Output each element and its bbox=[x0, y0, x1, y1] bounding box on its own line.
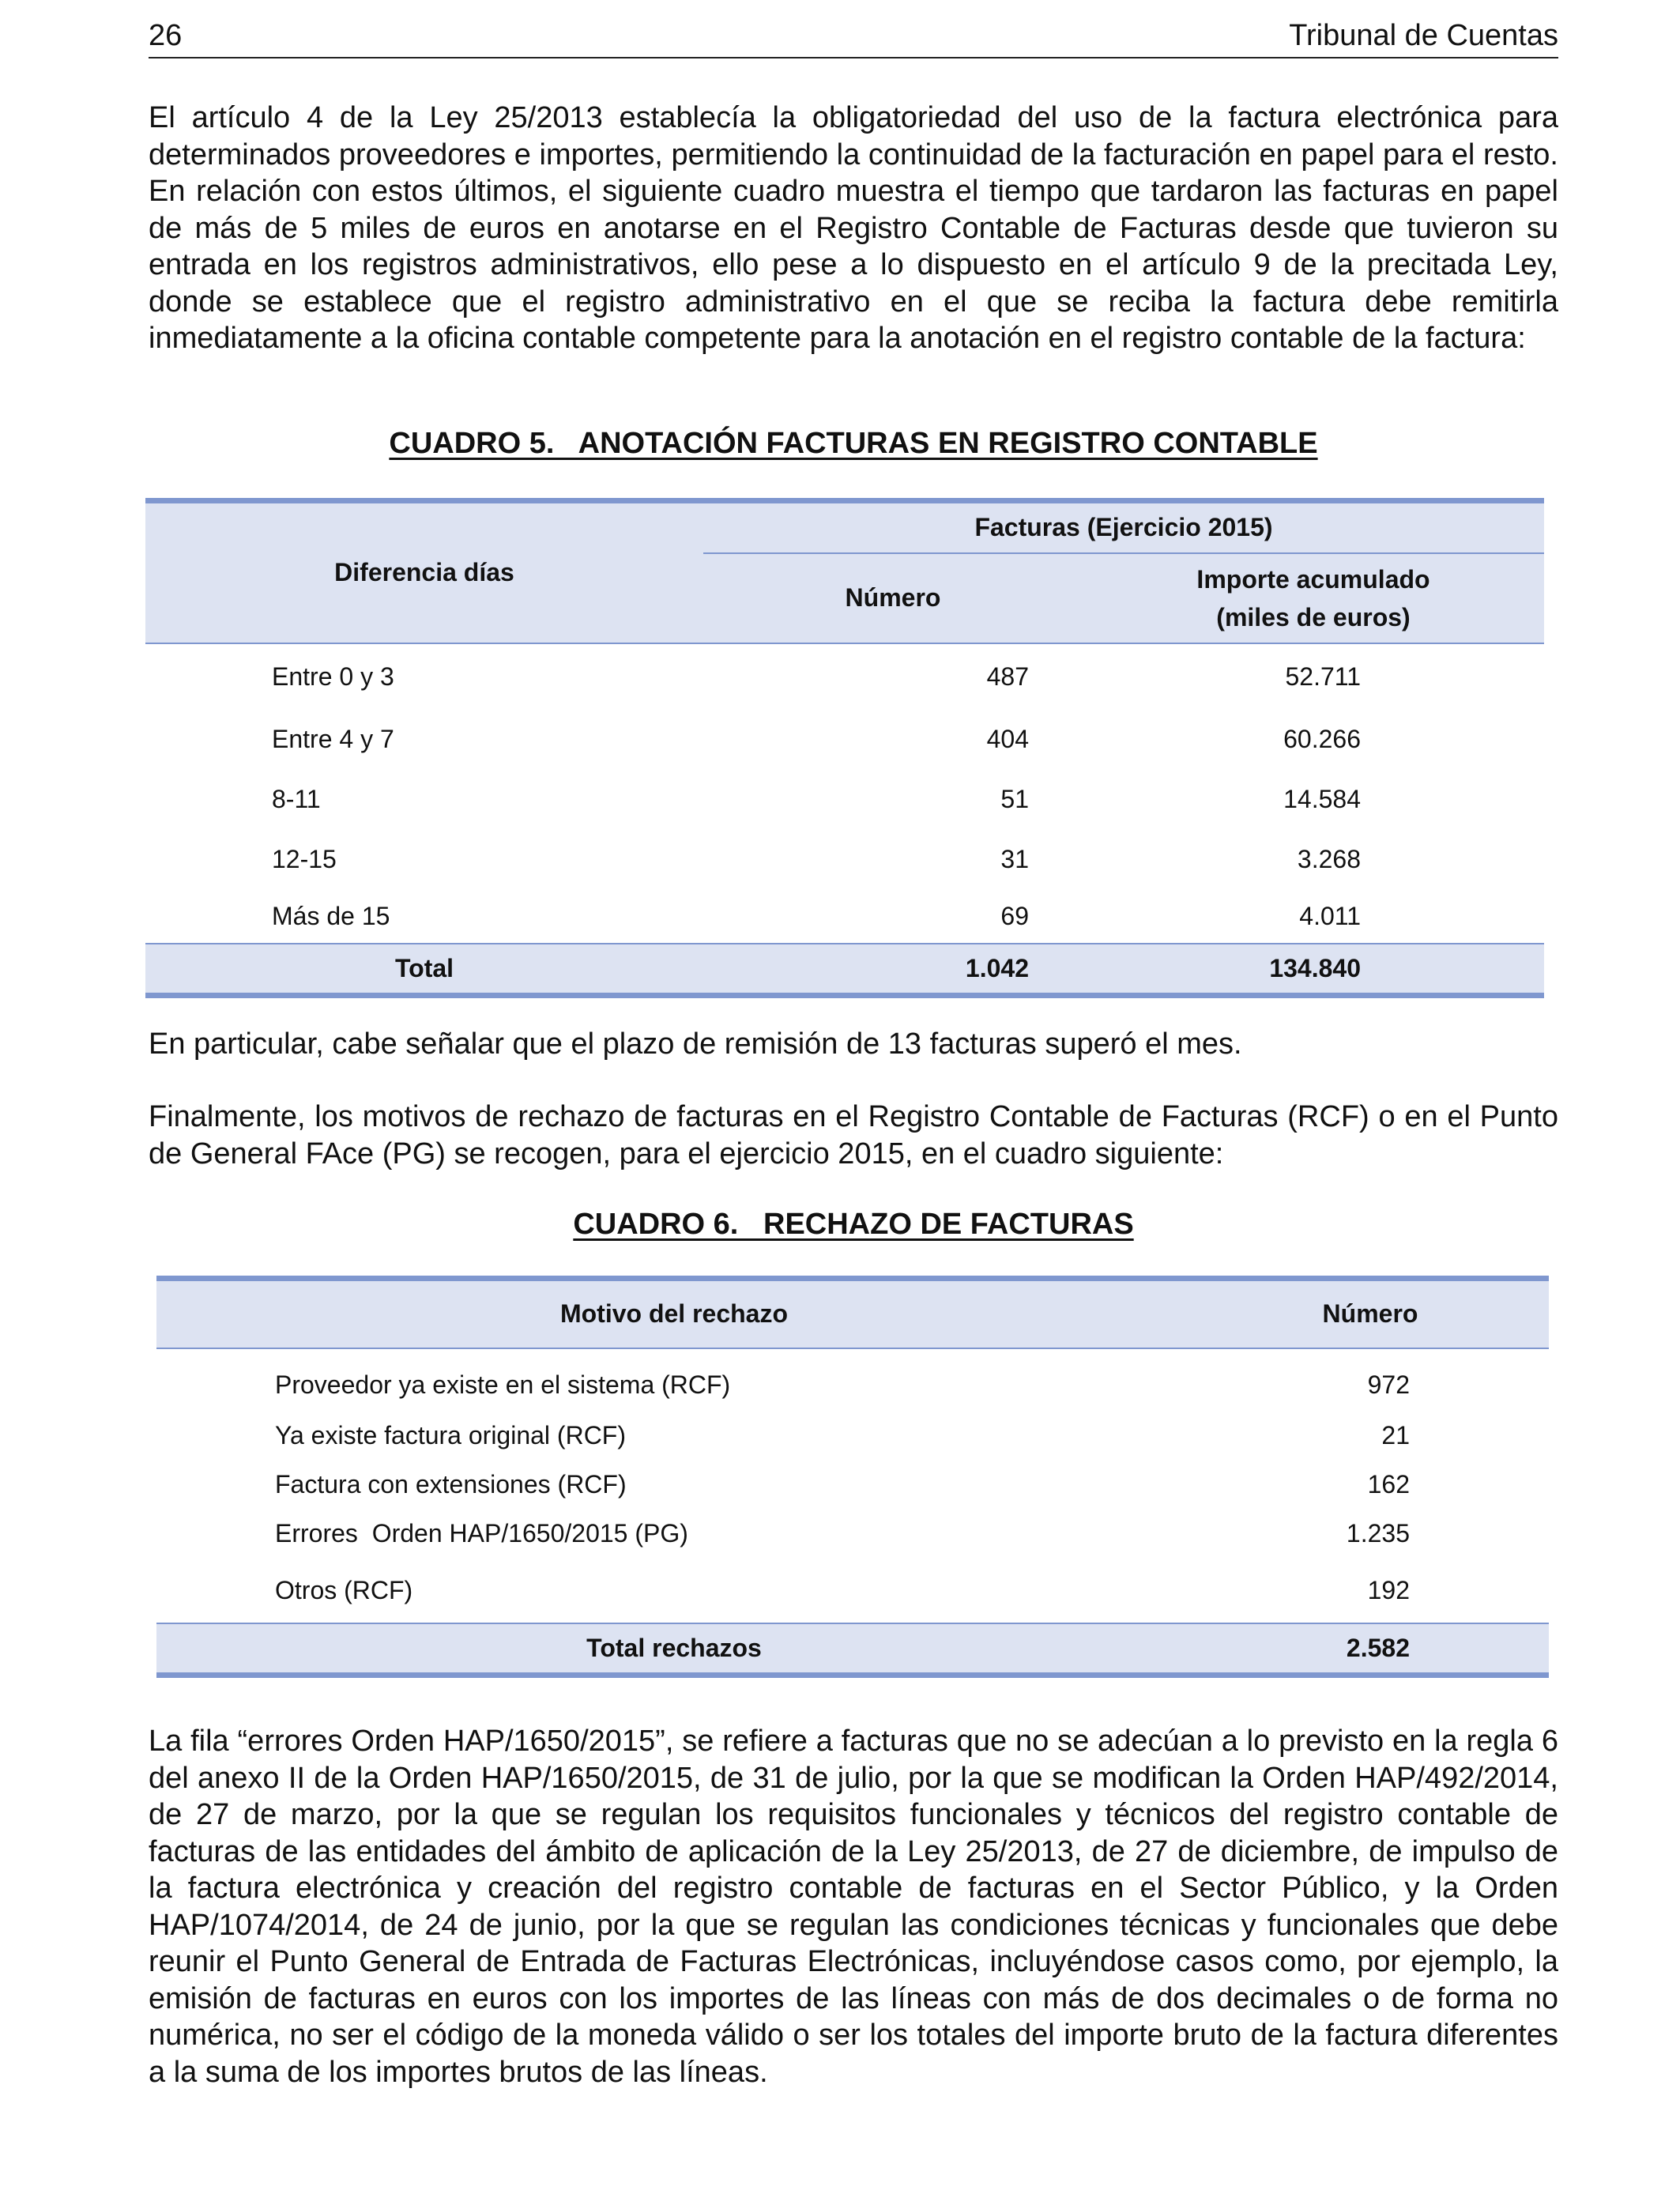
col-header-numero: Número bbox=[703, 553, 1083, 643]
row-importe: 14.584 bbox=[1283, 785, 1361, 813]
total-label: Total bbox=[145, 944, 703, 996]
row-label: Proveedor ya existe en el sistema (RCF) bbox=[275, 1370, 731, 1399]
col-header-importe-line1: Importe acumulado bbox=[1196, 564, 1430, 594]
row-numero: 192 bbox=[1367, 1575, 1410, 1604]
table-row bbox=[156, 1559, 1549, 1623]
cuadro5-table bbox=[145, 498, 1544, 998]
cuadro6-caption bbox=[149, 1208, 1558, 1242]
total-row bbox=[156, 1623, 1549, 1676]
row-numero: 1.235 bbox=[1346, 1519, 1410, 1547]
row-label: Entre 0 y 3 bbox=[272, 662, 394, 691]
col-header-diferencia: Diferencia días bbox=[145, 501, 703, 643]
row-label: Entre 4 y 7 bbox=[272, 725, 394, 753]
cuadro6-table bbox=[156, 1276, 1549, 1678]
cuadro6-caption-text: CUADRO 6. RECHAZO DE FACTURAS bbox=[573, 1208, 1134, 1241]
table-row bbox=[145, 890, 1544, 944]
table-row bbox=[156, 1412, 1549, 1461]
page-header bbox=[149, 16, 1558, 58]
table-row bbox=[145, 830, 1544, 890]
row-numero: 69 bbox=[1000, 901, 1029, 930]
total-row bbox=[145, 944, 1544, 996]
row-numero: 404 bbox=[986, 725, 1029, 753]
cuadro5-caption bbox=[149, 427, 1558, 461]
page-number: 26 bbox=[149, 19, 183, 52]
table-row bbox=[145, 710, 1544, 770]
row-importe: 3.268 bbox=[1297, 845, 1361, 873]
row-importe: 60.266 bbox=[1283, 725, 1361, 753]
row-numero: 21 bbox=[1381, 1421, 1410, 1449]
table-row bbox=[145, 770, 1544, 830]
total-numero: 2.582 bbox=[1192, 1623, 1549, 1676]
closing-paragraph: La fila “errores Orden HAP/1650/2015”, se refiere a facturas que no se adecúan a lo previsto en la regla 6 del anexo II de la Orden HAP/1650/2015, de 31 de julio, por la que se modifican la Orden HAP/492/2014, de 27 de marzo, por la que se regulan los requisitos funcionales y técnicos del registro contable de facturas de las entidades del ámbito de aplicación de la Ley 25/2013, de 27 de diciembre, de impulso de la factura electrónica y creación del registro contable de facturas en el Sector Público, y la Orden HAP/1074/2014, de 24 de junio, por la que se regulan las condiciones técnicas y funcionales que debe reunir el Punto General de Entrada de Facturas Electrónicas, incluyéndose casos como, por ejemplo, la emisión de facturas en euros con los importes de las líneas con más de dos decimales o de forma no numérica, no ser el código de la moneda válido o ser los totales del importe bruto de la factura diferentes a la suma de los importes brutos de las líneas. bbox=[149, 1725, 1558, 2089]
intro-paragraph: El artículo 4 de la Ley 25/2013 establecía la obligatoriedad del uso de la factura electrónica para determinados proveedores e importes, permitiendo la continuidad de la facturación en papel para el resto. En relación con estos últimos, el siguiente cuadro muestra el tiempo que tardaron las facturas en papel de más de 5 miles de euros en anotarse en el Registro Contable de Facturas desde que tuvieron su entrada en los registros administrativos, ello pese a lo dispuesto en el artículo 9 de la precitada Ley, donde se establece que el registro administrativo en el que se reciba la factura debe remitirla inmediatamente a la oficina contable competente para la anotación en el registro contable de la factura: bbox=[149, 101, 1558, 355]
header-organization: Tribunal de Cuentas bbox=[1289, 19, 1558, 52]
row-numero: 487 bbox=[986, 662, 1029, 691]
table-row bbox=[156, 1461, 1549, 1510]
total-label: Total rechazos bbox=[156, 1623, 1192, 1676]
col-group-facturas: Facturas (Ejercicio 2015) bbox=[703, 501, 1544, 553]
row-label: Errores Orden HAP/1650/2015 (PG) bbox=[275, 1519, 688, 1547]
col-header-motivo: Motivo del rechazo bbox=[156, 1279, 1192, 1348]
table-row bbox=[156, 1348, 1549, 1412]
cuadro5-caption-text: CUADRO 5. ANOTACIÓN FACTURAS EN REGISTRO CONTABLE bbox=[389, 427, 1318, 460]
col-header-importe bbox=[1083, 553, 1544, 643]
col-header-numero: Número bbox=[1192, 1279, 1549, 1348]
paragraph-remision: En particular, cabe señalar que el plazo de remisión de 13 facturas superó el mes. bbox=[149, 1027, 1242, 1061]
total-numero: 1.042 bbox=[703, 944, 1083, 996]
row-label: Factura con extensiones (RCF) bbox=[275, 1470, 627, 1498]
row-numero: 31 bbox=[1000, 845, 1029, 873]
table-row bbox=[145, 643, 1544, 710]
row-label: Ya existe factura original (RCF) bbox=[275, 1421, 626, 1449]
row-importe: 4.011 bbox=[1299, 901, 1361, 930]
table-row bbox=[156, 1510, 1549, 1559]
row-numero: 162 bbox=[1367, 1470, 1410, 1498]
row-importe: 52.711 bbox=[1285, 662, 1361, 691]
row-label: Otros (RCF) bbox=[275, 1575, 413, 1604]
row-numero: 51 bbox=[1000, 785, 1029, 813]
row-label: 12-15 bbox=[272, 845, 337, 873]
row-label: 8-11 bbox=[272, 785, 321, 813]
total-importe: 134.840 bbox=[1083, 944, 1544, 996]
row-numero: 972 bbox=[1367, 1370, 1410, 1399]
paragraph-rechazo-intro: Finalmente, los motivos de rechazo de facturas en el Registro Contable de Facturas (RCF) o en el Punto de General FAce (PG) se recogen, para el ejercicio 2015, en el cuadro siguiente: bbox=[149, 1100, 1558, 1171]
col-header-importe-line2: (miles de euros) bbox=[1216, 602, 1411, 631]
row-label: Más de 15 bbox=[272, 901, 390, 930]
